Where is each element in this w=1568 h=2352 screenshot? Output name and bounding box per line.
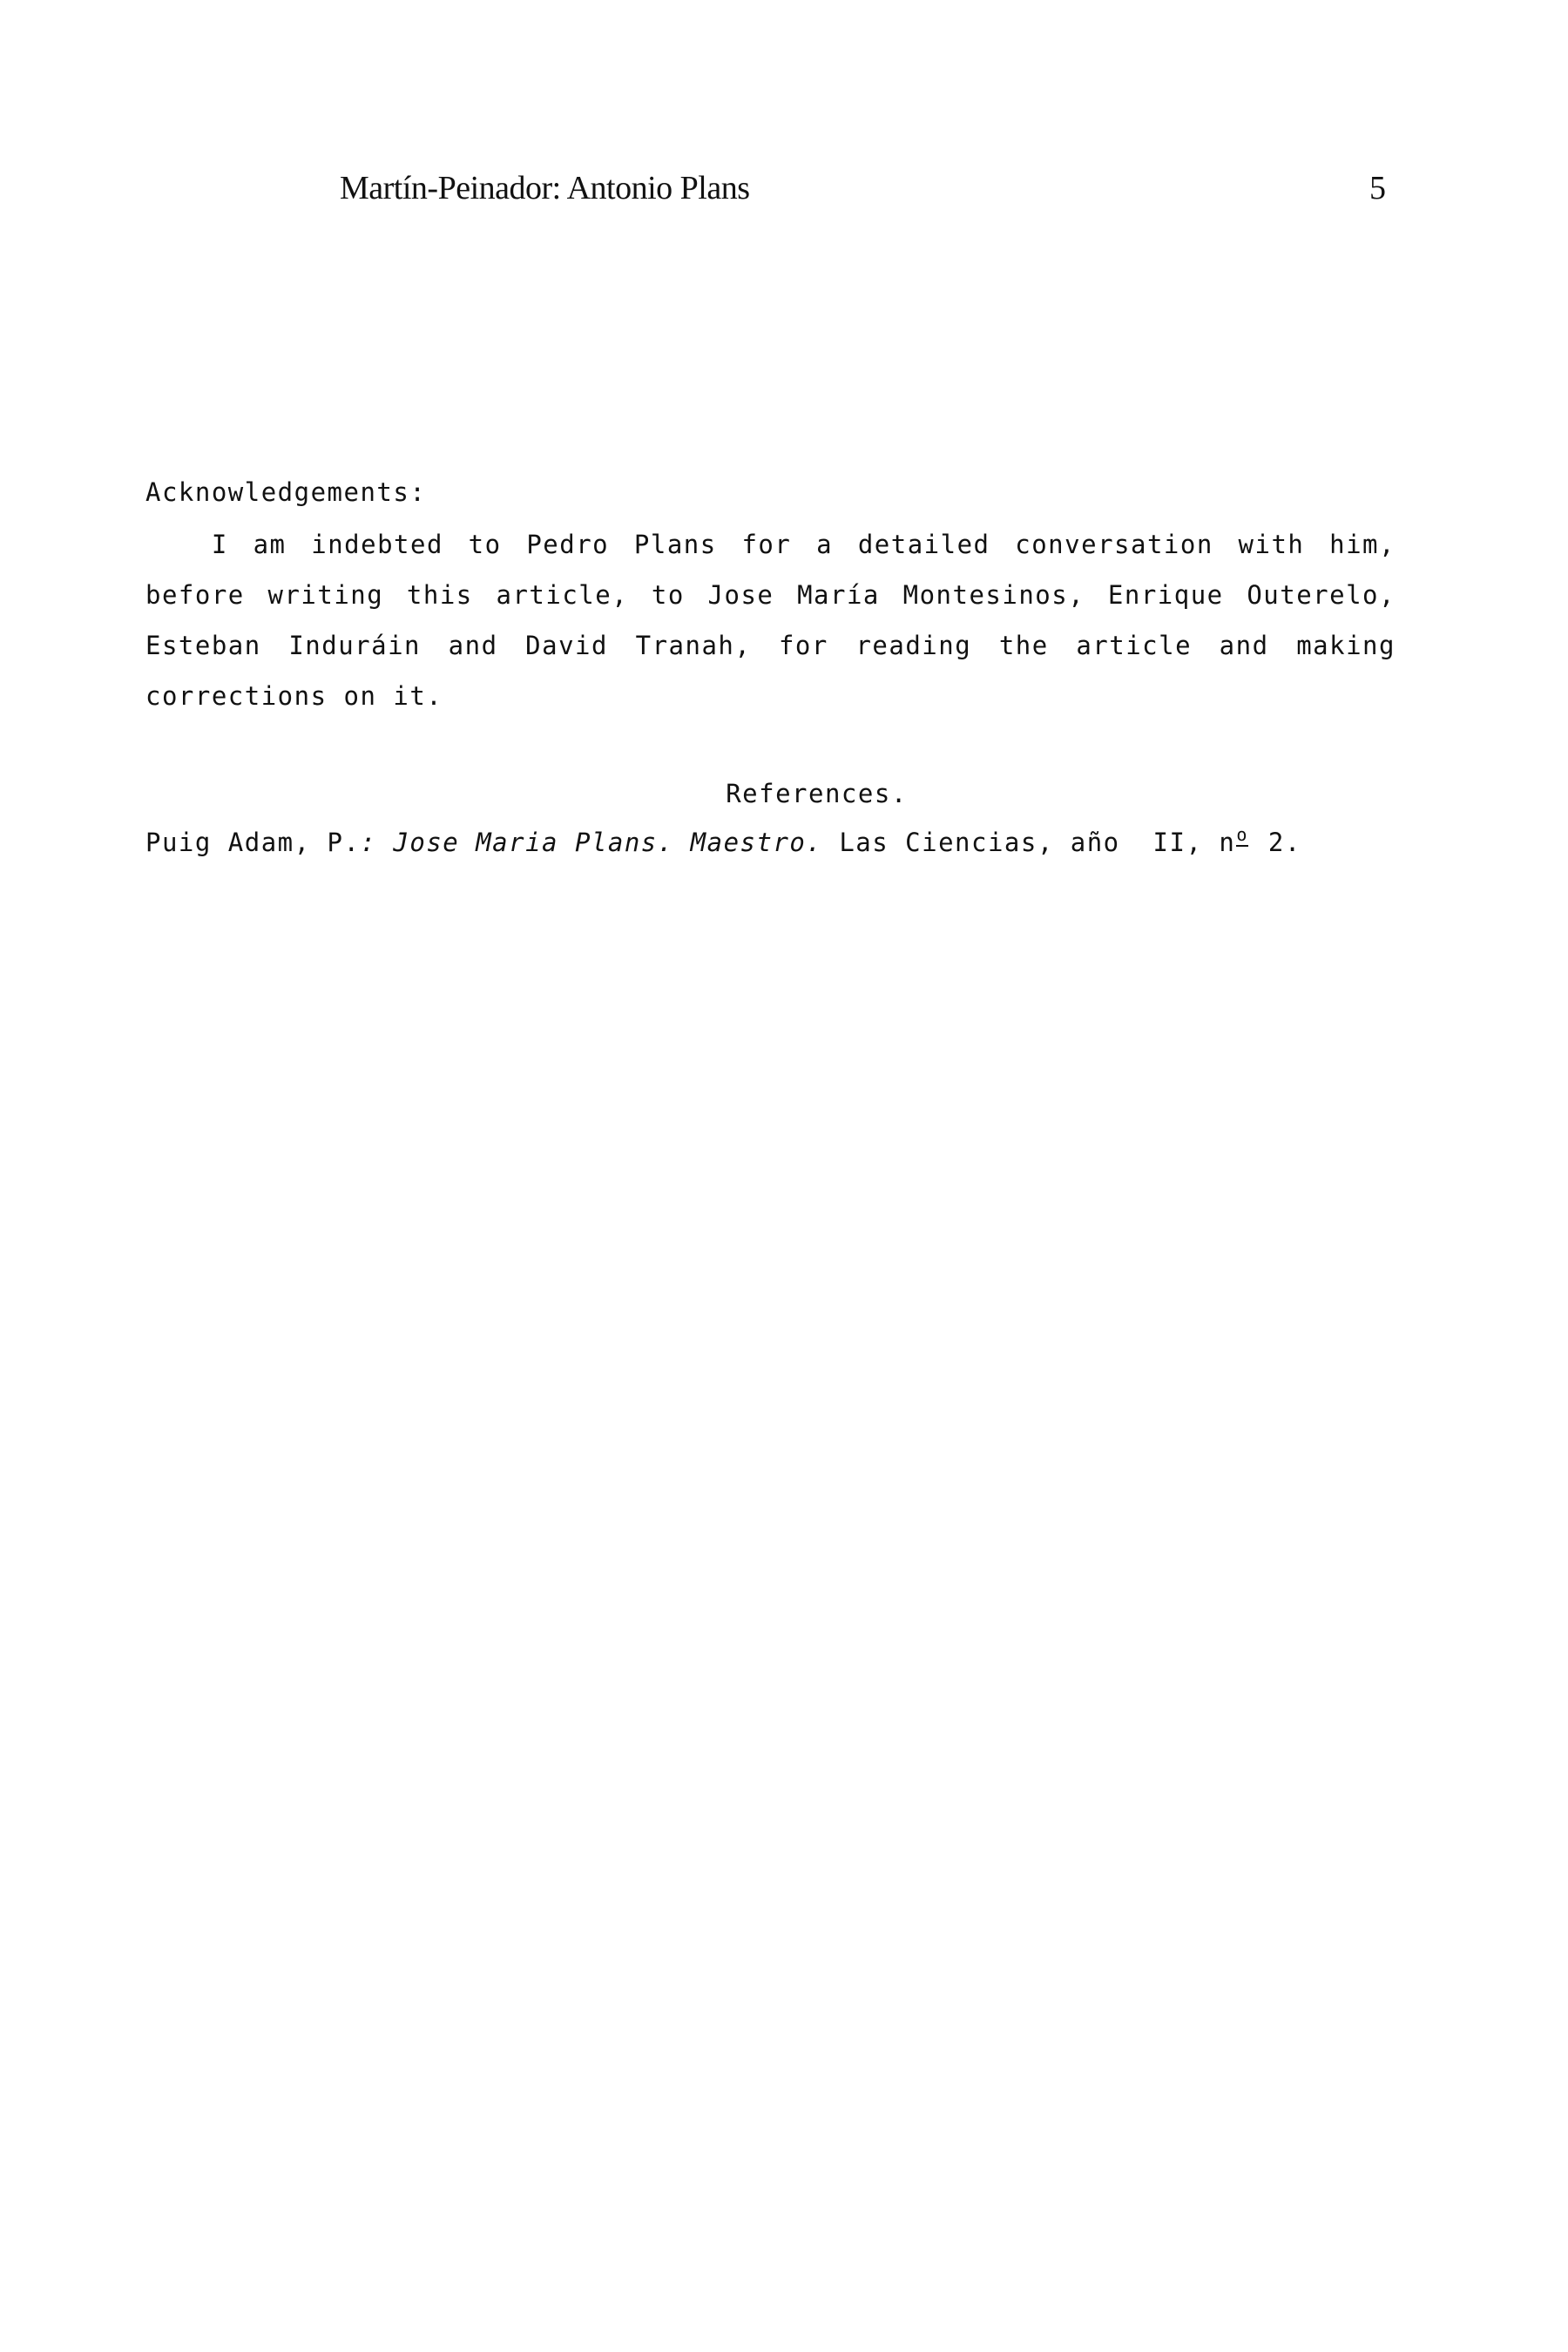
- reference-separator: :: [360, 828, 394, 857]
- acknowledgements-heading: Acknowledgements:: [145, 477, 427, 507]
- ordinal-indicator: o: [1236, 824, 1248, 845]
- word: conversation: [1015, 530, 1213, 559]
- word: before: [145, 580, 245, 610]
- word: David: [525, 631, 608, 660]
- word: the: [998, 631, 1049, 660]
- word: María: [797, 580, 880, 610]
- word: to: [468, 530, 502, 559]
- word: and: [448, 631, 498, 660]
- running-head: Martín-Peinador: Antonio Plans: [340, 170, 750, 206]
- acknowledgements-line: [145, 620, 1396, 671]
- reference-publication: Las Ciencias, año II, n: [822, 828, 1236, 857]
- word: corrections on it.: [145, 681, 443, 711]
- word: and: [1219, 631, 1269, 660]
- page-number: 5: [1369, 170, 1386, 206]
- acknowledgements-paragraph: [145, 519, 1396, 721]
- word: a: [816, 530, 834, 559]
- word: this: [406, 580, 473, 610]
- reference-title: Jose Maria Plans. Maestro.: [393, 828, 823, 857]
- word: for: [741, 530, 792, 559]
- acknowledgements-line: [145, 570, 1396, 620]
- word: article: [1076, 631, 1193, 660]
- acknowledgements-line: [145, 519, 1396, 570]
- word: him,: [1329, 530, 1396, 559]
- word: Plans: [633, 530, 717, 559]
- references-heading: References.: [726, 779, 908, 808]
- word: writing: [267, 580, 384, 610]
- word: with: [1238, 530, 1305, 559]
- word: am: [253, 530, 287, 559]
- word: reading: [855, 631, 972, 660]
- word: to: [651, 580, 685, 610]
- word: indebted: [311, 530, 443, 559]
- word: Pedro: [526, 530, 610, 559]
- word: I: [145, 530, 228, 559]
- word: Outerelo,: [1247, 580, 1396, 610]
- reference-author: Puig Adam, P.: [145, 828, 361, 857]
- word: detailed: [857, 530, 990, 559]
- word: Enrique: [1107, 580, 1224, 610]
- reference-issue: 2.: [1251, 828, 1301, 857]
- word: article,: [496, 580, 629, 610]
- reference-entry: [145, 826, 1396, 857]
- word: Tranah,: [635, 631, 752, 660]
- word: Esteban: [145, 631, 261, 660]
- word: Montesinos,: [902, 580, 1085, 610]
- acknowledgements-line: [145, 671, 1396, 721]
- word: Induráin: [288, 631, 422, 660]
- word: making: [1296, 631, 1396, 660]
- word: for: [778, 631, 828, 660]
- word: Jose: [707, 580, 774, 610]
